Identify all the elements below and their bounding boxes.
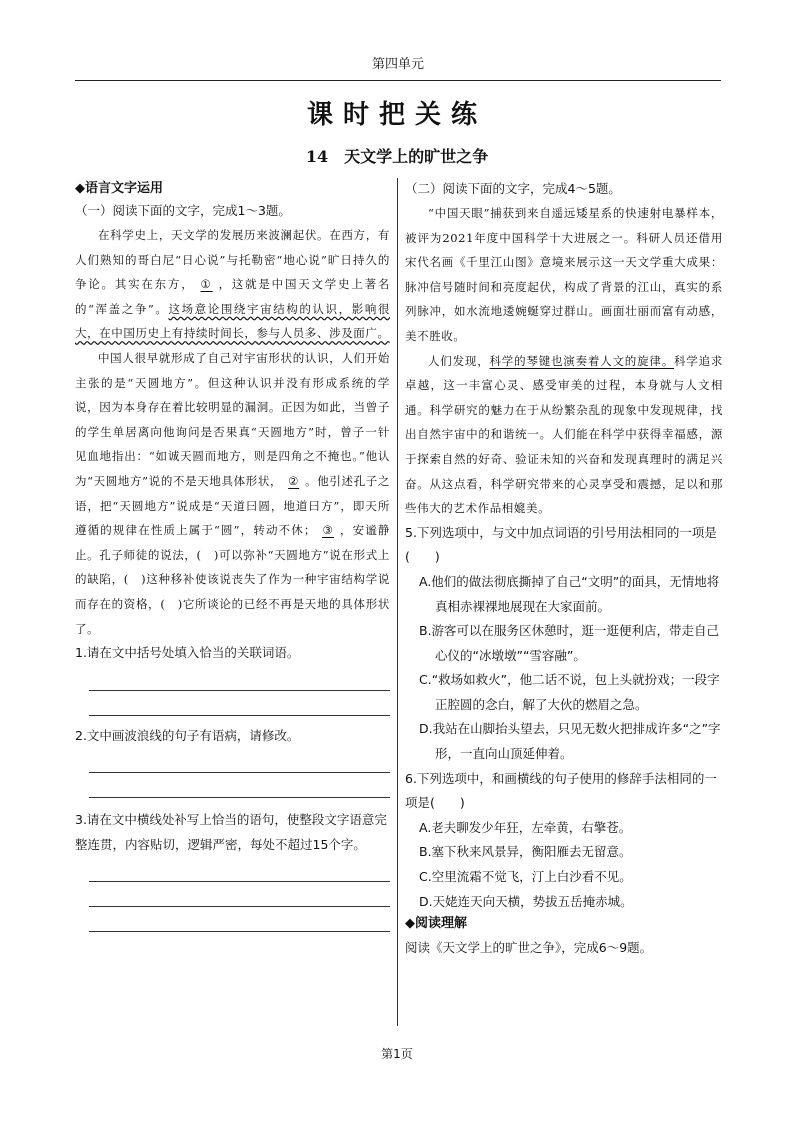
passage-paragraph-4: 人们发现，科学的琴键也演奏着人文的旋律。科学追求卓越，这一丰富心灵、感受审美的过程，本身就与人文相通。科学研究的魅力在于从纷繁杂乱的现象中发现规律，找出自然宇宙中的和谐统一。人们能在科学中获得幸福感，源于探索自然的好奇、验证未知的兴奋和发现真理时的满足兴奋。从这点看，科学研究带来的心灵享受和震撼，足以和那些伟大的艺术作品相媲美。 <box>405 353 723 516</box>
reading-instruction: 阅读《天文学上的旷世之争》，完成6～9题。 <box>405 940 653 956</box>
answer-line[interactable] <box>89 907 390 932</box>
page-title: 课时把关练 <box>306 100 487 130</box>
right-column <box>405 179 723 961</box>
blank-marker-3: ③ <box>321 523 334 538</box>
part-one-heading: （一）阅读下面的文字，完成1～3题。 <box>75 203 291 218</box>
answer-line[interactable] <box>89 857 390 882</box>
passage-paragraph-1: 在科学史上，天文学的发展历来波澜起伏。在西方，有人们熟知的哥白尼“日心说”与托勒密“地心说”旷日持久的争论。其实在东方， ① ，这就是中国天文学史上著名的“浑盖之争”。这场意论围绕宇宙结构的认识，影响很大，在中国历史上有持续时间长，参与人员多、涉及面广。 <box>75 228 391 341</box>
part-two-heading: （二）阅读下面的文字，完成4～5题。 <box>405 181 621 196</box>
blank-marker-1: ① <box>200 277 213 292</box>
passage-paragraph-2: 中国人很早就形成了自己对宇宙形状的认识，人们开始主张的是“天圆地方”。但这种认识并没有形成系统的学说，因为本身存在着比较明显的漏洞。正因为如此，当曾子的学生单居离向他询问是否果真“天圆地方”时，曾子一针见血地指出：“如诚天圆而地方，则是四角之不掩也。”他认为“天圆地方”说的不是天地具体形状， ② 。他引述孔子之语，把“天圆地方”说成是“天道曰圆，地道曰方”，即天所遵循的规律在性质上属于“圆”，转动不休； ③ ，安谧静止。孔子师徒的说法，( )可以弥补“天圆地方”说在形式上的缺陷，( )这种移补使该说丧失了作为一种宇宙结构学说而存在的资格，( )它所谈论的已经不再是天地的具体形状了。 <box>75 350 391 636</box>
q5-option-b[interactable]: B.游客可以在服务区休憩时，逛一逛便利店，带走自己心仪的“冰墩墩”“雪容融”。 <box>419 623 720 663</box>
wavy-sentence: 这场意论围绕宇宙结构的认识，影响很大，在中国历史上有持续时间长，参与人员多、涉及面广。 <box>75 301 391 341</box>
answer-line[interactable] <box>89 691 390 716</box>
answer-line[interactable] <box>89 666 390 691</box>
q5-option-a[interactable]: A.他们的做法彻底撕掉了自己“文明”的面具，无情地将真相赤裸裸地展现在大家面前。 <box>419 573 720 614</box>
q6-option-c[interactable]: C.空里流霜不觉飞，汀上白沙看不见。 <box>419 869 632 885</box>
section-heading-reading: ◆阅读理解 <box>405 916 467 932</box>
underlined-sentence: 科学的琴键也演奏着人文的旋律。 <box>489 353 674 368</box>
page-header <box>75 56 721 81</box>
q6-option-b[interactable]: B.塞下秋来风景异，衡阳雁去无留意。 <box>419 844 632 860</box>
question-5: 5.下列选项中，与文中加点词语的引号用法相同的一项是( ) <box>405 524 717 565</box>
question-1: 1.请在文中括号处填入恰当的关联词语。 <box>75 645 300 661</box>
question-3: 3.请在文中横线处补写上恰当的语句，使整段文字语意完整连贯，内容贴切，逻辑严密，每处不超过15个字。 <box>75 812 387 852</box>
answer-line[interactable] <box>89 882 390 907</box>
answer-line[interactable] <box>89 773 390 798</box>
q5-option-d[interactable]: D.我站在山脚抬头望去，只见无数火把排成许多“之”字形，一直向山顶延伸着。 <box>419 721 721 762</box>
question-6: 6.下列选项中，和画横线的句子使用的修辞手法相同的一项是( ) <box>405 770 717 811</box>
passage-paragraph-3: “中国天眼”捕获到来自遥远矮星系的快速射电暴样本，被评为2021年度中国科学十大进展之一。科研人员还借用宋代名画《千里江山图》意境来展示这一天文学重大成果：脉冲信号随时间和亮度起伏，构成了背景的江山，真实的系列脉冲，如水流地逶婉蜒穿过群山。画面壮丽而富有动感，美不胜收。 <box>405 206 723 343</box>
lesson-title: 14 天文学上的旷世之争 <box>305 147 489 166</box>
unit-title: 第四单元 <box>371 57 424 72</box>
q5-option-c[interactable]: C.“救场如救火”，他二话不说，包上头就扮戏；一段字正腔圆的念白，解了大伙的燃眉之急。 <box>419 672 720 712</box>
question-2: 2.文中画波浪线的句子有语病，请修改。 <box>75 727 300 743</box>
answer-line[interactable] <box>89 748 390 773</box>
section-heading-language: ◆语言文字运用 <box>75 181 163 196</box>
q6-option-a[interactable]: A.老夫聊发少年狂，左牵黄，右擎苍。 <box>419 819 632 835</box>
left-column <box>75 179 390 932</box>
blank-marker-2: ② <box>288 473 300 488</box>
page-number: 第1页 <box>381 1047 413 1061</box>
q6-option-d[interactable]: D.天姥连天向天横，势拔五岳掩赤城。 <box>419 893 633 909</box>
column-divider <box>397 178 398 1026</box>
